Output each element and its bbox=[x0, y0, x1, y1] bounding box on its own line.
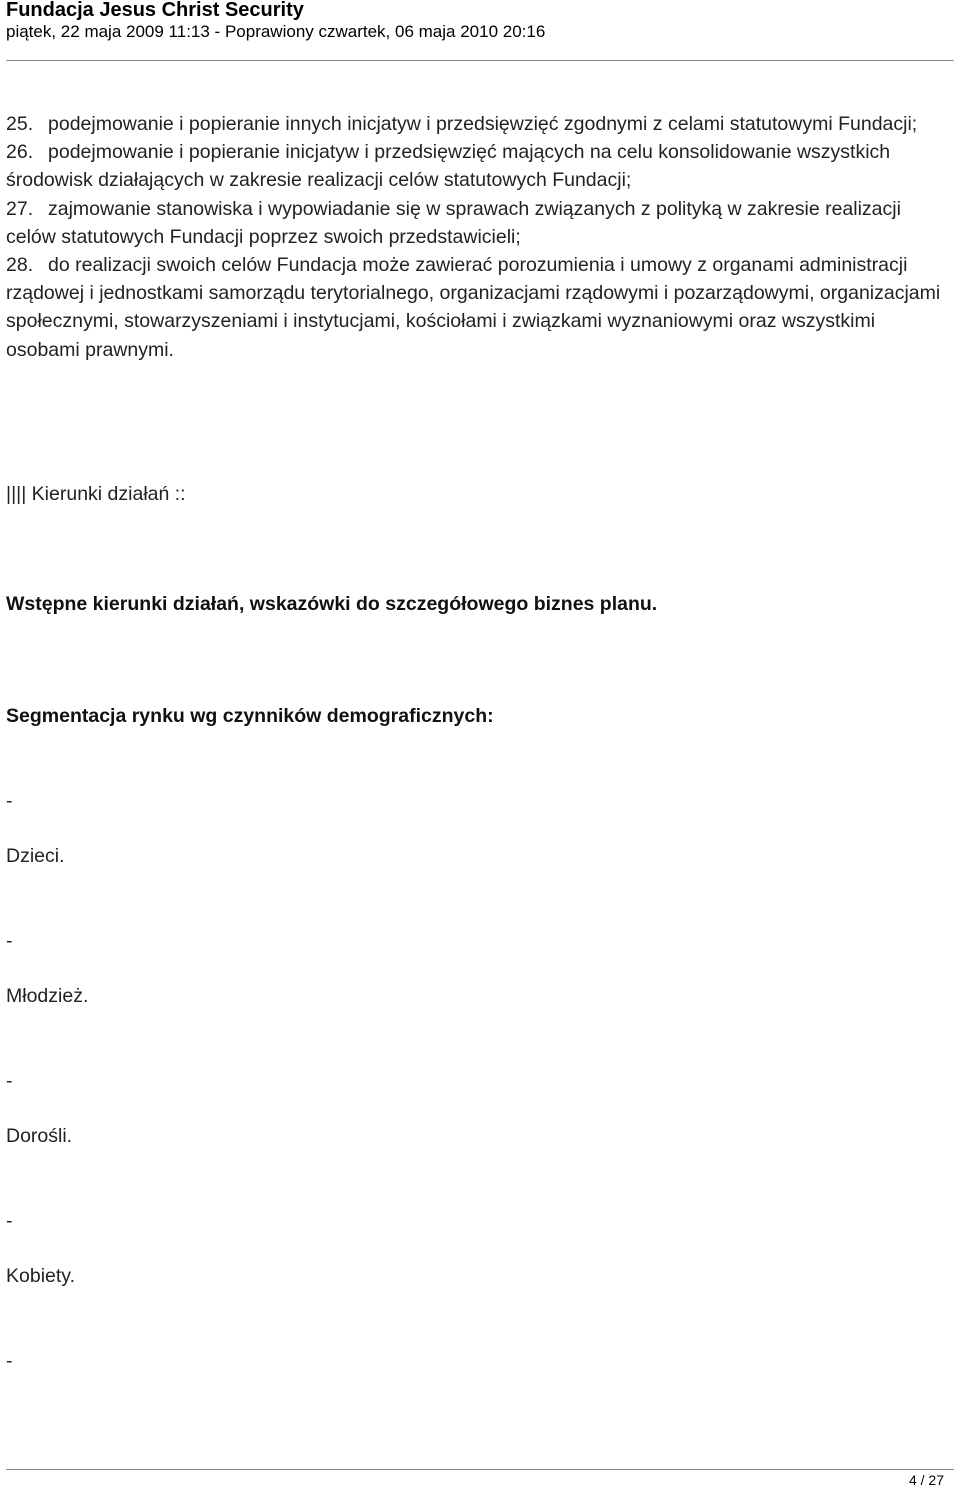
page-number: 4 / 27 bbox=[908, 1472, 944, 1488]
list-dash: - bbox=[6, 1210, 13, 1232]
document-title: Fundacja Jesus Christ Security bbox=[6, 0, 304, 21]
segment-item: Kobiety. bbox=[6, 1265, 76, 1287]
list-item-number: 26. bbox=[6, 141, 34, 164]
list-item-text: podejmowanie i popieranie innych inicjatyw i przedsięwzięć zgodnymi z celami statutowymi Fundacji; bbox=[48, 113, 918, 135]
heading-segmentation: Segmentacja rynku wg czynników demograficznych: bbox=[6, 705, 494, 727]
list-dash: - bbox=[6, 1070, 13, 1092]
list-item bbox=[6, 195, 952, 251]
list-item bbox=[6, 110, 952, 138]
heading-business-plan: Wstępne kierunki działań, wskazówki do szczegółowego biznes planu. bbox=[6, 593, 658, 615]
segment-item: Młodzież. bbox=[6, 985, 89, 1007]
list-item-number: 27. bbox=[6, 197, 34, 220]
segment-item: Dorośli. bbox=[6, 1125, 73, 1147]
list-dash: - bbox=[6, 1350, 13, 1372]
document-date-meta: piątek, 22 maja 2009 11:13 - Poprawiony czwartek, 06 maja 2010 20:16 bbox=[6, 22, 546, 41]
list-item bbox=[6, 251, 952, 364]
segment-item: Dzieci. bbox=[6, 845, 65, 867]
list-item-text: do realizacji swoich celów Fundacja może zawierać porozumienia i umowy z organami administracji rządowej i jednostkami samorządu terytorialnego, organizacjami rządowymi i pozarządowymi, organizacjami społecznymi, stowarzyszeniami i instytucjami, kościołami i związkami wyznaniowymi oraz wszystkimi osobami prawnymi. bbox=[6, 254, 941, 361]
section-link-kierunki[interactable]: |||| Kierunki działań :: bbox=[6, 483, 186, 505]
list-item-number: 28. bbox=[6, 254, 34, 277]
list-item-text: zajmowanie stanowiska i wypowiadanie się w sprawach związanych z polityką w zakresie realizacji celów statutowych Fundacji poprzez swoich przedstawicieli; bbox=[6, 197, 901, 248]
list-item-number: 25. bbox=[6, 113, 34, 135]
list-item bbox=[6, 138, 952, 194]
list-dash: - bbox=[6, 930, 13, 952]
list-dash: - bbox=[6, 790, 13, 812]
numbered-list bbox=[6, 110, 952, 364]
page-footer bbox=[6, 1469, 954, 1488]
list-item-text: podejmowanie i popieranie inicjatyw i przedsięwzięć mających na celu konsolidowanie wszystkich środowisk działających w zakresie realizacji celów statutowych Fundacji; bbox=[6, 141, 891, 192]
page-header bbox=[6, 0, 954, 61]
